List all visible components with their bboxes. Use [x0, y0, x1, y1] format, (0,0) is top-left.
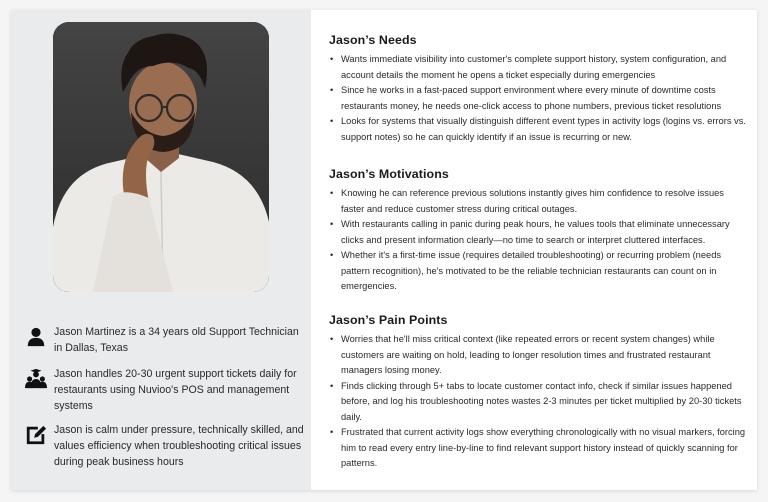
bio-identity-text: Jason Martinez is a 34 years old Support Technician in Dallas, Texas	[54, 326, 299, 354]
bio-workload-text: Jason handles 20-30 urgent support tickets daily for restaurants using Nuvioo's POS and management systems	[54, 368, 297, 412]
motivations-title: Jason’s Motivations	[329, 167, 449, 181]
pain-points-item: • Worries that he'll miss critical context (like repeated errors or recent system changes) while customers are waiting on hold, leading to longer resolution times and frustrated restaurant managers losing money.	[329, 332, 749, 379]
needs-section	[329, 33, 749, 145]
motivations-item: • With restaurants calling in panic during peak hours, he values tools that eliminate unnecessary clicks and present information clearly—no time to search or interpret cluttered interfaces.	[329, 217, 749, 248]
edit-note-icon	[25, 424, 47, 446]
pain-points-item: • Frustrated that current activity logs show everything chronologically with no visual markers, forcing him to read every entry line-by-line to find relevant support history instead of quickly scanning for patterns.	[329, 425, 749, 472]
needs-list	[329, 52, 749, 145]
motivations-list	[329, 186, 749, 295]
needs-title: Jason’s Needs	[329, 33, 417, 47]
team-icon	[25, 368, 47, 390]
person-icon	[25, 326, 47, 348]
motivations-item: • Knowing he can reference previous solutions instantly gives him confidence to resolve issues faster and reduce customer stress during critical outages.	[329, 186, 749, 217]
needs-item: • Since he works in a fast-paced support environment where every minute of downtime costs restaurants money, he needs one-click access to phone numbers, previous ticket resolutions	[329, 83, 749, 114]
motivations-section	[329, 167, 749, 295]
needs-item: • Looks for systems that visually distinguish different event types in activity logs (logins vs. errors vs. support notes) so he can quickly identify if an issue is recurring or new.	[329, 114, 749, 145]
persona-card	[11, 10, 757, 490]
pain-points-section	[329, 313, 749, 472]
pain-points-item: • Finds clicking through 5+ tabs to locate customer contact info, check if similar issues happened before, and log his troubleshooting notes wastes 2-3 minutes per ticket multiplied by 20-30 tickets daily.	[329, 379, 749, 426]
persona-sidebar	[11, 10, 311, 490]
needs-item: • Wants immediate visibility into customer's complete support history, system configuration, and account details the moment he opens a ticket especially during emergencies	[329, 52, 749, 83]
persona-portrait	[53, 22, 269, 292]
motivations-item: • Whether it's a first-time issue (requires detailed troubleshooting) or recurring problem (needs pattern recognition), he's motivated to be the reliable technician restaurants can count on in emergencies.	[329, 248, 749, 295]
persona-details	[311, 10, 757, 490]
pain-points-title: Jason’s Pain Points	[329, 313, 448, 327]
persona-photo	[53, 22, 269, 292]
pain-points-list	[329, 332, 749, 472]
bio-traits-text: Jason is calm under pressure, technically skilled, and values efficiency when troubleshooting critical issues during peak business hours	[54, 424, 304, 468]
